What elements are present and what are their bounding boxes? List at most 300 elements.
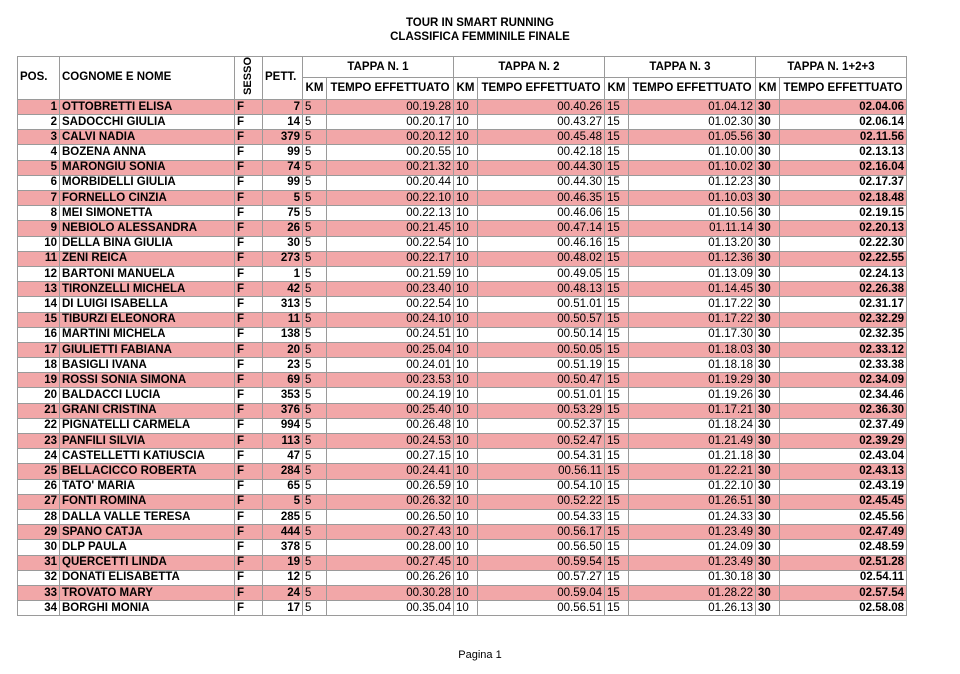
- cell-sex: F: [235, 221, 263, 236]
- cell-time-2: 00.50.57: [478, 312, 605, 327]
- cell-km-total: 30: [756, 525, 780, 540]
- cell-pos: 30: [18, 540, 60, 555]
- cell-sex: F: [235, 449, 263, 464]
- cell-time-2: 00.56.11: [478, 464, 605, 479]
- cell-time-2: 00.57.27: [478, 570, 605, 585]
- cell-km-3: 15: [605, 236, 629, 251]
- cell-sex: F: [235, 373, 263, 388]
- cell-pos: 5: [18, 160, 60, 175]
- cell-pos: 23: [18, 434, 60, 449]
- cell-km-2: 10: [454, 494, 478, 509]
- header-pos: POS.: [18, 57, 60, 100]
- cell-pett: 74: [263, 160, 303, 175]
- cell-km-3: 15: [605, 342, 629, 357]
- cell-time-3: 01.22.10: [629, 479, 756, 494]
- cell-time-total: 02.48.59: [780, 540, 907, 555]
- cell-km-2: 10: [454, 266, 478, 281]
- cell-km-1: 5: [303, 388, 327, 403]
- cell-time-total: 02.22.30: [780, 236, 907, 251]
- cell-time-2: 00.54.10: [478, 479, 605, 494]
- cell-km-3: 15: [605, 434, 629, 449]
- cell-km-3: 15: [605, 585, 629, 600]
- cell-time-total: 02.45.56: [780, 509, 907, 524]
- cell-name: BORGHI MONIA: [60, 601, 235, 616]
- cell-time-total: 02.37.49: [780, 418, 907, 433]
- header-stage-total: TAPPA N. 1+2+3: [756, 57, 907, 78]
- cell-km-1: 5: [303, 403, 327, 418]
- cell-time-2: 00.54.33: [478, 509, 605, 524]
- cell-km-2: 10: [454, 525, 478, 540]
- cell-pos: 8: [18, 206, 60, 221]
- cell-pos: 13: [18, 282, 60, 297]
- cell-time-3: 01.14.45: [629, 282, 756, 297]
- cell-pett: 285: [263, 509, 303, 524]
- cell-time-total: 02.34.46: [780, 388, 907, 403]
- table-row: [18, 99, 907, 114]
- cell-sex: F: [235, 388, 263, 403]
- cell-name: DONATI ELISABETTA: [60, 570, 235, 585]
- cell-km-total: 30: [756, 540, 780, 555]
- cell-time-2: 00.51.01: [478, 297, 605, 312]
- table-row: [18, 418, 907, 433]
- cell-sex: F: [235, 479, 263, 494]
- cell-time-3: 01.10.02: [629, 160, 756, 175]
- cell-km-3: 15: [605, 221, 629, 236]
- cell-pett: 11: [263, 312, 303, 327]
- cell-time-3: 01.30.18: [629, 570, 756, 585]
- cell-km-total: 30: [756, 555, 780, 570]
- cell-km-2: 10: [454, 175, 478, 190]
- cell-pett: 17: [263, 601, 303, 616]
- cell-pos: 17: [18, 342, 60, 357]
- cell-km-1: 5: [303, 251, 327, 266]
- cell-time-3: 01.13.20: [629, 236, 756, 251]
- cell-km-1: 5: [303, 494, 327, 509]
- cell-time-1: 00.22.54: [327, 236, 454, 251]
- cell-pett: 376: [263, 403, 303, 418]
- cell-pos: 31: [18, 555, 60, 570]
- cell-time-2: 00.42.18: [478, 145, 605, 160]
- cell-km-1: 5: [303, 585, 327, 600]
- cell-km-total: 30: [756, 403, 780, 418]
- cell-km-1: 5: [303, 570, 327, 585]
- cell-time-1: 00.19.28: [327, 99, 454, 114]
- cell-km-total: 30: [756, 494, 780, 509]
- cell-sex: F: [235, 236, 263, 251]
- cell-km-3: 15: [605, 555, 629, 570]
- document-title-block: [0, 16, 960, 44]
- cell-sex: F: [235, 464, 263, 479]
- cell-time-total: 02.43.13: [780, 464, 907, 479]
- cell-name: DELLA BINA GIULIA: [60, 236, 235, 251]
- cell-pett: 5: [263, 494, 303, 509]
- cell-pett: 353: [263, 388, 303, 403]
- cell-km-2: 10: [454, 358, 478, 373]
- cell-time-1: 00.26.32: [327, 494, 454, 509]
- cell-name: PIGNATELLI CARMELA: [60, 418, 235, 433]
- cell-km-total: 30: [756, 312, 780, 327]
- cell-time-total: 02.13.13: [780, 145, 907, 160]
- cell-pett: 378: [263, 540, 303, 555]
- cell-time-total: 02.43.19: [780, 479, 907, 494]
- cell-pos: 9: [18, 221, 60, 236]
- cell-time-total: 02.51.28: [780, 555, 907, 570]
- cell-time-1: 00.28.00: [327, 540, 454, 555]
- cell-name: BALDACCI LUCIA: [60, 388, 235, 403]
- cell-km-total: 30: [756, 175, 780, 190]
- cell-time-1: 00.24.51: [327, 327, 454, 342]
- cell-name: BASIGLI IVANA: [60, 358, 235, 373]
- cell-km-total: 30: [756, 191, 780, 206]
- cell-name: OTTOBRETTI ELISA: [60, 99, 235, 114]
- cell-time-1: 00.25.40: [327, 403, 454, 418]
- cell-time-1: 00.22.17: [327, 251, 454, 266]
- cell-pos: 10: [18, 236, 60, 251]
- cell-sex: F: [235, 509, 263, 524]
- cell-km-2: 10: [454, 601, 478, 616]
- cell-km-total: 30: [756, 388, 780, 403]
- cell-km-total: 30: [756, 297, 780, 312]
- cell-km-1: 5: [303, 115, 327, 130]
- cell-km-3: 15: [605, 570, 629, 585]
- cell-pos: 15: [18, 312, 60, 327]
- cell-km-1: 5: [303, 236, 327, 251]
- cell-km-total: 30: [756, 570, 780, 585]
- cell-km-1: 5: [303, 191, 327, 206]
- cell-km-3: 15: [605, 145, 629, 160]
- cell-time-2: 00.56.50: [478, 540, 605, 555]
- cell-time-3: 01.17.21: [629, 403, 756, 418]
- cell-pos: 14: [18, 297, 60, 312]
- table-row: [18, 540, 907, 555]
- cell-pett: 5: [263, 191, 303, 206]
- cell-time-2: 00.46.35: [478, 191, 605, 206]
- cell-pett: 313: [263, 297, 303, 312]
- cell-time-1: 00.26.48: [327, 418, 454, 433]
- table-row: [18, 555, 907, 570]
- cell-sex: F: [235, 403, 263, 418]
- cell-km-total: 30: [756, 509, 780, 524]
- page-footer: Pagina 1: [458, 649, 502, 661]
- cell-sex: F: [235, 312, 263, 327]
- cell-time-1: 00.24.41: [327, 464, 454, 479]
- table-row: [18, 403, 907, 418]
- cell-sex: F: [235, 358, 263, 373]
- cell-time-3: 01.10.03: [629, 191, 756, 206]
- cell-pett: 14: [263, 115, 303, 130]
- cell-km-1: 5: [303, 221, 327, 236]
- cell-time-3: 01.23.49: [629, 555, 756, 570]
- cell-time-1: 00.21.45: [327, 221, 454, 236]
- cell-pett: 138: [263, 327, 303, 342]
- cell-pos: 3: [18, 130, 60, 145]
- cell-name: GRANI CRISTINA: [60, 403, 235, 418]
- cell-time-3: 01.23.49: [629, 525, 756, 540]
- cell-sex: F: [235, 206, 263, 221]
- cell-km-2: 10: [454, 388, 478, 403]
- cell-pett: 273: [263, 251, 303, 266]
- cell-time-2: 00.54.31: [478, 449, 605, 464]
- table-row: [18, 570, 907, 585]
- cell-time-total: 02.47.49: [780, 525, 907, 540]
- cell-name: TIBURZI ELEONORA: [60, 312, 235, 327]
- cell-pett: 113: [263, 434, 303, 449]
- cell-pos: 34: [18, 601, 60, 616]
- cell-pett: 42: [263, 282, 303, 297]
- header-sex-label: SESSO: [242, 57, 254, 95]
- cell-time-1: 00.21.32: [327, 160, 454, 175]
- cell-name: BOZENA ANNA: [60, 145, 235, 160]
- table-row: [18, 282, 907, 297]
- cell-time-2: 00.59.04: [478, 585, 605, 600]
- cell-time-3: 01.17.22: [629, 297, 756, 312]
- cell-pos: 32: [18, 570, 60, 585]
- header-pett: PETT.: [263, 57, 303, 100]
- cell-km-1: 5: [303, 266, 327, 281]
- cell-time-1: 00.26.59: [327, 479, 454, 494]
- cell-km-3: 15: [605, 99, 629, 114]
- cell-pos: 11: [18, 251, 60, 266]
- table-row: [18, 494, 907, 509]
- cell-km-2: 10: [454, 99, 478, 114]
- cell-time-2: 00.45.48: [478, 130, 605, 145]
- cell-km-1: 5: [303, 358, 327, 373]
- cell-name: TATO' MARIA: [60, 479, 235, 494]
- cell-sex: F: [235, 99, 263, 114]
- cell-time-3: 01.12.23: [629, 175, 756, 190]
- cell-km-1: 5: [303, 145, 327, 160]
- cell-pos: 12: [18, 266, 60, 281]
- header-km-3: KM: [605, 78, 629, 99]
- cell-time-3: 01.18.18: [629, 358, 756, 373]
- cell-time-total: 02.54.11: [780, 570, 907, 585]
- cell-time-total: 02.19.15: [780, 206, 907, 221]
- cell-time-total: 02.57.54: [780, 585, 907, 600]
- table-row: [18, 130, 907, 145]
- header-name: COGNOME E NOME: [60, 57, 235, 100]
- cell-name: ROSSI SONIA SIMONA: [60, 373, 235, 388]
- cell-time-2: 00.59.54: [478, 555, 605, 570]
- cell-sex: F: [235, 327, 263, 342]
- cell-pos: 6: [18, 175, 60, 190]
- cell-km-2: 10: [454, 221, 478, 236]
- cell-name: BARTONI MANUELA: [60, 266, 235, 281]
- cell-time-3: 01.22.21: [629, 464, 756, 479]
- results-body: [18, 99, 907, 615]
- cell-pett: 7: [263, 99, 303, 114]
- cell-sex: F: [235, 282, 263, 297]
- cell-time-3: 01.17.22: [629, 312, 756, 327]
- cell-sex: F: [235, 555, 263, 570]
- cell-name: MARTINI MICHELA: [60, 327, 235, 342]
- cell-time-2: 00.50.05: [478, 342, 605, 357]
- cell-time-1: 00.20.17: [327, 115, 454, 130]
- header-stage-2: TAPPA N. 2: [454, 57, 605, 78]
- cell-time-total: 02.39.29: [780, 434, 907, 449]
- table-row: [18, 342, 907, 357]
- cell-time-2: 00.48.02: [478, 251, 605, 266]
- cell-km-1: 5: [303, 373, 327, 388]
- cell-time-total: 02.36.30: [780, 403, 907, 418]
- cell-name: SADOCCHI GIULIA: [60, 115, 235, 130]
- cell-km-total: 30: [756, 449, 780, 464]
- cell-km-total: 30: [756, 160, 780, 175]
- cell-sex: F: [235, 570, 263, 585]
- cell-km-2: 10: [454, 342, 478, 357]
- cell-time-1: 00.23.53: [327, 373, 454, 388]
- cell-time-2: 00.49.05: [478, 266, 605, 281]
- cell-time-2: 00.44.30: [478, 160, 605, 175]
- cell-name: FONTI ROMINA: [60, 494, 235, 509]
- cell-km-total: 30: [756, 342, 780, 357]
- table-row: [18, 191, 907, 206]
- cell-km-total: 30: [756, 373, 780, 388]
- table-row: [18, 388, 907, 403]
- cell-km-total: 30: [756, 206, 780, 221]
- cell-time-3: 01.21.18: [629, 449, 756, 464]
- cell-sex: F: [235, 585, 263, 600]
- cell-time-total: 02.06.14: [780, 115, 907, 130]
- cell-time-2: 00.40.26: [478, 99, 605, 114]
- cell-pett: 20: [263, 342, 303, 357]
- cell-km-total: 30: [756, 99, 780, 114]
- cell-time-1: 00.26.26: [327, 570, 454, 585]
- header-sex: [235, 57, 263, 100]
- cell-sex: F: [235, 297, 263, 312]
- table-row: [18, 312, 907, 327]
- cell-sex: F: [235, 115, 263, 130]
- header-time-total: TEMPO EFFETTUATO: [780, 78, 907, 99]
- cell-km-1: 5: [303, 175, 327, 190]
- cell-time-1: 00.24.19: [327, 388, 454, 403]
- cell-time-total: 02.33.12: [780, 342, 907, 357]
- cell-time-1: 00.22.13: [327, 206, 454, 221]
- cell-km-2: 10: [454, 570, 478, 585]
- cell-km-2: 10: [454, 449, 478, 464]
- cell-km-3: 15: [605, 282, 629, 297]
- cell-km-2: 10: [454, 297, 478, 312]
- cell-sex: F: [235, 160, 263, 175]
- cell-sex: F: [235, 130, 263, 145]
- cell-time-3: 01.21.49: [629, 434, 756, 449]
- table-row: [18, 434, 907, 449]
- cell-km-2: 10: [454, 236, 478, 251]
- cell-km-3: 15: [605, 418, 629, 433]
- results-table: [17, 56, 907, 616]
- cell-time-total: 02.43.04: [780, 449, 907, 464]
- cell-pos: 24: [18, 449, 60, 464]
- cell-time-3: 01.05.56: [629, 130, 756, 145]
- cell-time-1: 00.26.50: [327, 509, 454, 524]
- cell-km-1: 5: [303, 434, 327, 449]
- cell-pos: 16: [18, 327, 60, 342]
- cell-pos: 19: [18, 373, 60, 388]
- cell-time-3: 01.02.30: [629, 115, 756, 130]
- table-row: [18, 464, 907, 479]
- cell-km-1: 5: [303, 418, 327, 433]
- cell-km-1: 5: [303, 555, 327, 570]
- cell-km-3: 15: [605, 115, 629, 130]
- document-subtitle: CLASSIFICA FEMMINILE FINALE: [390, 31, 570, 43]
- cell-pett: 65: [263, 479, 303, 494]
- cell-time-1: 00.24.53: [327, 434, 454, 449]
- cell-km-1: 5: [303, 282, 327, 297]
- table-row: [18, 373, 907, 388]
- cell-time-3: 01.26.13: [629, 601, 756, 616]
- table-row: [18, 236, 907, 251]
- cell-km-2: 10: [454, 206, 478, 221]
- table-row: [18, 160, 907, 175]
- cell-time-1: 00.35.04: [327, 601, 454, 616]
- cell-km-1: 5: [303, 509, 327, 524]
- cell-time-2: 00.53.29: [478, 403, 605, 418]
- cell-km-2: 10: [454, 327, 478, 342]
- cell-km-total: 30: [756, 358, 780, 373]
- cell-pos: 1: [18, 99, 60, 114]
- cell-km-2: 10: [454, 464, 478, 479]
- cell-km-total: 30: [756, 266, 780, 281]
- cell-km-1: 5: [303, 206, 327, 221]
- cell-km-3: 15: [605, 297, 629, 312]
- cell-sex: F: [235, 418, 263, 433]
- table-row: [18, 251, 907, 266]
- header-stage-1: TAPPA N. 1: [303, 57, 454, 78]
- cell-name: BELLACICCO ROBERTA: [60, 464, 235, 479]
- cell-time-1: 00.20.12: [327, 130, 454, 145]
- cell-time-total: 02.16.04: [780, 160, 907, 175]
- cell-km-2: 10: [454, 509, 478, 524]
- cell-km-2: 10: [454, 555, 478, 570]
- cell-name: PANFILI SILVIA: [60, 434, 235, 449]
- cell-km-3: 15: [605, 601, 629, 616]
- header-km-1: KM: [303, 78, 327, 99]
- cell-pett: 444: [263, 525, 303, 540]
- cell-time-3: 01.13.09: [629, 266, 756, 281]
- cell-time-total: 02.18.48: [780, 191, 907, 206]
- cell-name: GIULIETTI FABIANA: [60, 342, 235, 357]
- table-row: [18, 175, 907, 190]
- cell-km-3: 15: [605, 312, 629, 327]
- cell-km-total: 30: [756, 115, 780, 130]
- header-km-total: KM: [756, 78, 780, 99]
- cell-km-1: 5: [303, 312, 327, 327]
- cell-sex: F: [235, 525, 263, 540]
- cell-km-total: 30: [756, 464, 780, 479]
- cell-km-3: 15: [605, 403, 629, 418]
- cell-time-3: 01.24.33: [629, 509, 756, 524]
- cell-km-3: 15: [605, 130, 629, 145]
- cell-km-2: 10: [454, 373, 478, 388]
- cell-pett: 1: [263, 266, 303, 281]
- cell-km-1: 5: [303, 601, 327, 616]
- cell-time-total: 02.11.56: [780, 130, 907, 145]
- cell-sex: F: [235, 540, 263, 555]
- cell-time-1: 00.22.10: [327, 191, 454, 206]
- cell-time-2: 00.52.37: [478, 418, 605, 433]
- cell-name: MEI SIMONETTA: [60, 206, 235, 221]
- cell-pett: 994: [263, 418, 303, 433]
- table-row: [18, 145, 907, 160]
- cell-km-total: 30: [756, 327, 780, 342]
- cell-time-3: 01.26.51: [629, 494, 756, 509]
- cell-km-2: 10: [454, 115, 478, 130]
- table-row: [18, 221, 907, 236]
- cell-km-1: 5: [303, 160, 327, 175]
- cell-time-1: 00.27.15: [327, 449, 454, 464]
- table-row: [18, 297, 907, 312]
- cell-pos: 18: [18, 358, 60, 373]
- cell-time-1: 00.24.10: [327, 312, 454, 327]
